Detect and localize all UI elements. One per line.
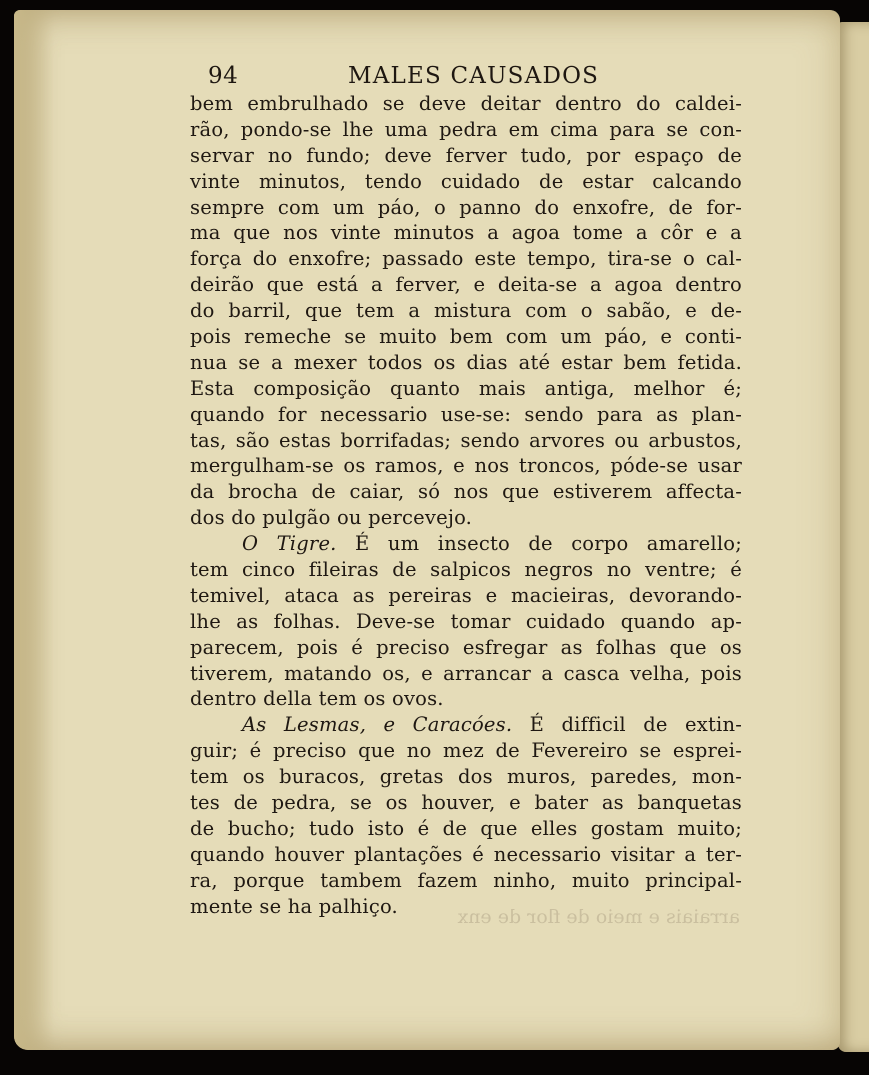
lesmas-heading: As Lesmas, e Caracóes.	[242, 713, 513, 737]
text-line: quando houver plantações é necessario visitar a ter-	[190, 842, 742, 866]
text-line: parecem, pois é preciso esfregar as folhas que os	[190, 635, 742, 659]
text-line: quando for necessario use-se: sendo para as plan-	[190, 402, 742, 426]
tigre-heading: O Tigre.	[242, 532, 337, 556]
text-line: guir; é preciso que no mez de Fevereiro se esprei-	[190, 739, 742, 763]
text-line: tiverem, matando os, e arrancar a casca velha, pois	[190, 661, 742, 685]
text-line: lhe as folhas. Deve-se tomar cuidado quando ap-	[190, 609, 742, 633]
text-line: dentro della tem os ovos.	[190, 687, 444, 711]
body-text	[190, 91, 742, 920]
text-line: ra, porque tambem fazem ninho, muito principal-	[190, 868, 742, 892]
text-line: sempre com um páo, o panno do enxofre, de for-	[190, 195, 742, 219]
text-line: do barril, que tem a mistura com o sabão, e de-	[190, 299, 742, 323]
text-line: rão, pondo-se lhe uma pedra em cima para se con-	[190, 117, 742, 141]
lesmas-first-line: É difficil de extin-	[512, 713, 743, 737]
running-title: MALES CAUSADOS	[348, 63, 600, 89]
bleedthrough-text: arraiais e meio de flor de enx	[457, 906, 740, 928]
text-line: bem embrulhado se deve deitar dentro do caldei-	[190, 92, 742, 115]
text-line: mergulham-se os ramos, e nos troncos, póde-se usar	[190, 454, 742, 478]
text-line: tes de pedra, se os houver, e bater as banquetas	[190, 791, 742, 815]
text-line: mente se ha palhiço.	[190, 894, 398, 918]
text-line: tem cinco fileiras de salpicos negros no ventre; é	[190, 558, 742, 582]
text-line: servar no fundo; deve ferver tudo, por espaço de	[190, 143, 742, 167]
text-line: deirão que está a ferver, e deita-se a agoa dentro	[190, 273, 742, 297]
text-line: tem os buracos, gretas dos muros, paredes, mon-	[190, 765, 742, 789]
page-header	[208, 63, 738, 93]
page-number: 94	[208, 63, 239, 89]
text-line: tas, são estas borrifadas; sendo arvores ou arbustos,	[190, 428, 742, 452]
tigre-first-line: É um insecto de corpo amarello;	[336, 532, 742, 556]
adjacent-page-edge	[838, 22, 869, 1052]
text-line: temivel, ataca as pereiras e macieiras, devorando-	[190, 583, 742, 607]
text-line: da brocha de caiar, só nos que estiverem affecta-	[190, 480, 742, 504]
text-line: vinte minutos, tendo cuidado de estar calcando	[190, 169, 742, 193]
text-line: nua se a mexer todos os dias até estar bem fetida.	[190, 350, 742, 374]
text-line: Esta composição quanto mais antiga, melhor é;	[190, 376, 742, 400]
text-line: dos do pulgão ou percevejo.	[190, 506, 473, 530]
text-line: de bucho; tudo isto é de que elles gostam muito;	[190, 816, 742, 840]
tigre-paragraph-start	[190, 531, 742, 557]
lesmas-paragraph-start	[190, 712, 742, 738]
text-line: força do enxofre; passado este tempo, tira-se o cal-	[190, 247, 742, 271]
text-line: ma que nos vinte minutos a agoa tome a côr e a	[190, 221, 742, 245]
text-line: pois remeche se muito bem com um páo, e conti-	[190, 325, 742, 349]
